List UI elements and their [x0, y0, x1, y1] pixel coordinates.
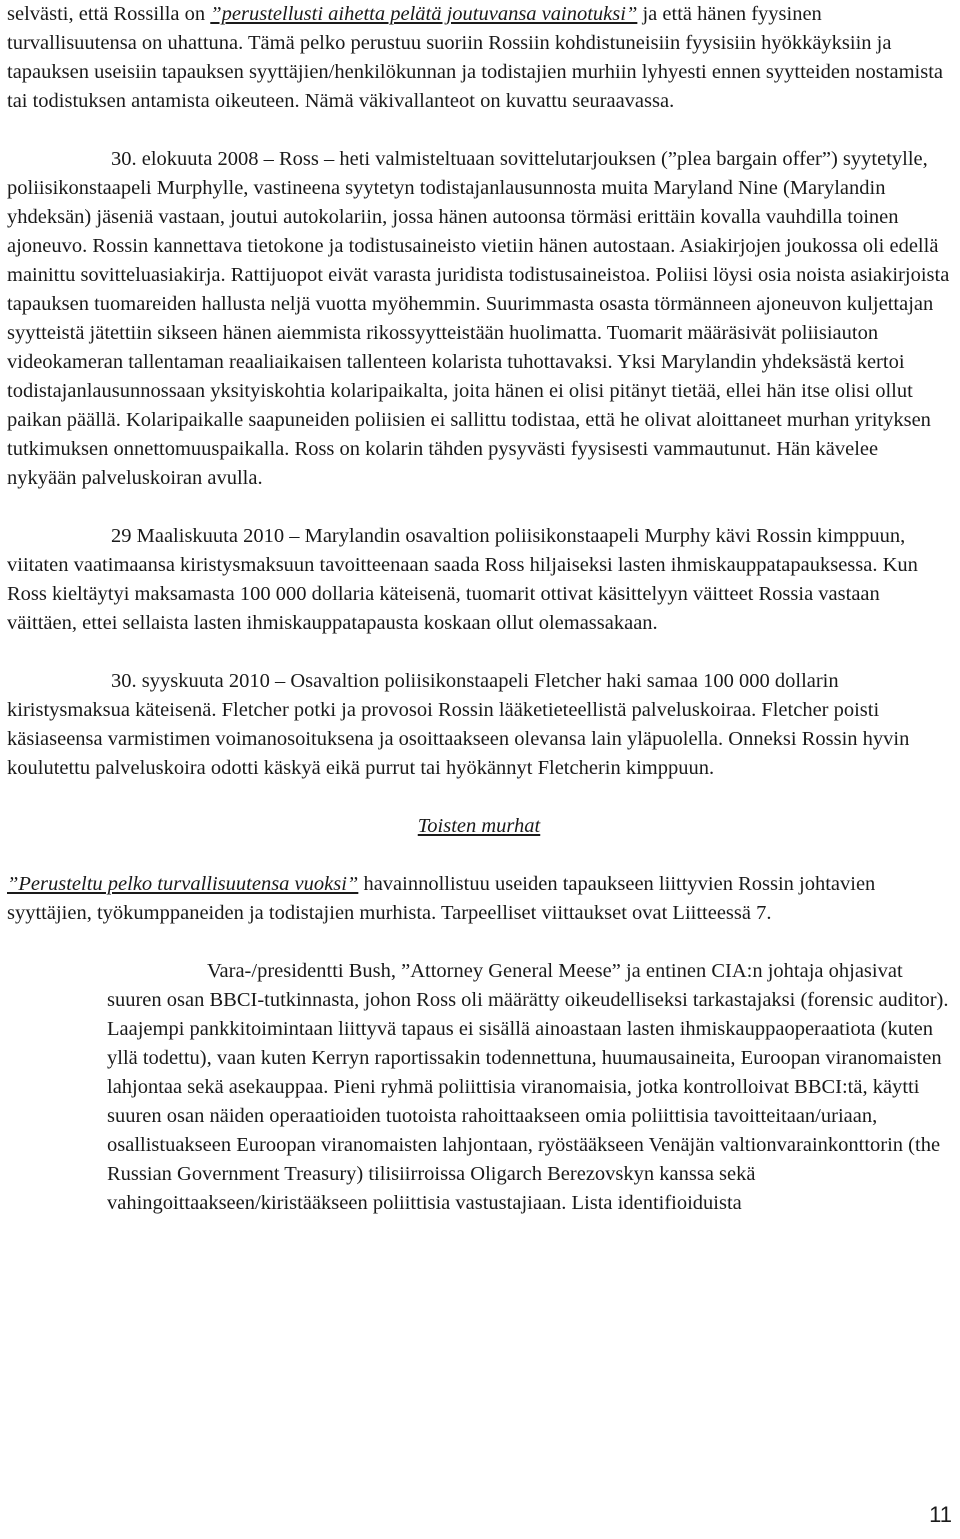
quoted-phrase-fear: ”Perusteltu pelko turvallisuutensa vuoksi” [7, 873, 359, 895]
paragraph-intro-text-end: ja että hänen fyysinen turvallisuutensa on uhattuna. Tämä pelko perustuu suoriin Rossiin kohdistuneisiin fyysisiin hyökkäyksiin ja tapauksen useisiin tapauksen syyttäjien/henkilökunnan ja todistajien murhiin lyhyesti ennen syytteiden nostamista tai todistuksen antamista oikeuteen. Nämä väkivallanteot on kuvattu seuraavassa. [7, 3, 943, 112]
section-heading [7, 812, 951, 841]
paragraph-murphy: 29 Maaliskuuta 2010 – Marylandin osavaltion poliisikonstaapeli Murphy kävi Rossin kimppuun, viitaten vaatimaansa kiristysmaksuun tavoitteenaan saada Ross hiljaiseksi lasten ihmiskauppatapauksessa. Kun Ross kieltäytyi maksamasta 100 000 dollaria käteisenä, tuomarit ottivat käsittelyyn väitteet Rossia vastaan väittäen, ettei sellaista lasten ihmiskauppatapausta koskaan ollut olemassakaan. [7, 525, 918, 634]
paragraph-intro-text-start: selvästi, että Rossilla on [7, 3, 211, 25]
quoted-phrase: ”perustellusti aihetta pelätä joutuvansa vainotuksi” [210, 3, 638, 25]
paragraph-bush: Vara-/presidentti Bush, ”Attorney General Meese” ja entinen CIA:n johtaja ohjasivat suuren osan BBCI-tutkinnasta, johon Ross oli määrätty oikeudelliseksi tarkastajaksi (forensic auditor). Laajempi pankkitoimintaan liittyvä tapaus ei sisällä ainoastaan lasten ihmiskauppaoperaatiota (kuten yllä todettu), vaan kuten Kerryn raportissakin todennettuna, huumausaineita, Euroopan viranomaisten lahjontaa sekä asekauppaa. Pieni ryhmä poliittisia viranomaisia, jotka kontrolloivat BBCI:tä, käytti suuren osan näiden operaatioiden tuotoista rahoittaakseen omia poliittisia tavoitteitaan/uriaan, osallistuakseen Euroopan viranomaisten lahjontaan, ryöstääkseen Venäjän valtionvarainkonttorin (the Russian Government Treasury) tilisiirroissa Oligarch Berezovskyn kanssa sekä vahingoittaakseen/kiristääkseen poliittisia vastustajiaan. Lista identifioiduista [107, 960, 949, 1214]
paragraph-fear-text: havainnollistuu useiden tapaukseen liittyvien Rossin johtavien syyttäjien, työkumppaneiden ja todistajien murhista. Tarpeelliset viittaukset ovat Liitteessä 7. [7, 873, 876, 924]
section-heading-text: Toisten murhat [417, 815, 541, 837]
paragraph-fear [7, 870, 951, 928]
paragraph-car-crash: 30. elokuuta 2008 – Ross – heti valmisteltuaan sovittelutarjouksen (”plea bargain offer”) syytetylle, poliisikonstaapeli Murphylle, vastineena syytetyn todistajanlausunnosta muita Maryland Nine (Marylandin yhdeksän) jäseniä vastaan, joutui autokolariin, jossa hänen autoonsa törmäsi erittäin kovalla vauhdilla toinen ajoneuvo. Rossin kannettava tietokone ja todistusaineisto vietiin hänen autostaan. Asiakirjojen joukossa oli edellä mainittu sovitteluasiakirja. Rattijuopot eivät varasta juridista todistusaineistoa. Poliisi löysi osia noista asiakirjoista tapauksen tuomareiden hallusta neljä vuotta myöhemmin. Suurimmasta osasta törmänneen ajoneuvon kuljettajan syytteistä jätettiin sikseen hänen aiemmista rikossyytteistään huolimatta. Tuomarit määräsivät poliisiauton videokameran tallentaman reaaliaikaisen tallenteen kolarista tuhottavaksi. Yksi Marylandin yhdeksästä kertoi todistajanlausunnossaan yksityiskohtia kolaripaikalta, joita hänen ei olisi pitänyt tietää, ellei hän itse olisi ollut paikan päällä. Kolaripaikalle saapuneiden poliisien ei sallittu todistaa, että he olivat aloittaneet murhan yrityksen tutkimuksen onnettomuuspaikalla. Ross on kolarin tähden pysyvästi fyysisesti vammautunut. Hän kävelee nykyään palveluskoiran avulla. [7, 148, 950, 489]
indented-block [107, 957, 951, 1218]
paragraph-fletcher: 30. syyskuuta 2010 – Osavaltion poliisikonstaapeli Fletcher haki samaa 100 000 dollarin kiristysmaksua käteisenä. Fletcher potki ja provosoi Rossin lääketieteellistä palveluskoiraa. Fletcher poisti käsiaseensa varmistimen voimanosoituksena ja osoittaakseen olevansa lain yläpuolella. Onneksi Rossin hyvin koulutettu palveluskoira odotti käskyä eikä purrut tai hyökännyt Fletcherin kimppuun. [7, 670, 910, 779]
paragraph-intro [7, 0, 951, 116]
document-page [7, 0, 951, 1218]
page-number: 11 [929, 1502, 952, 1527]
